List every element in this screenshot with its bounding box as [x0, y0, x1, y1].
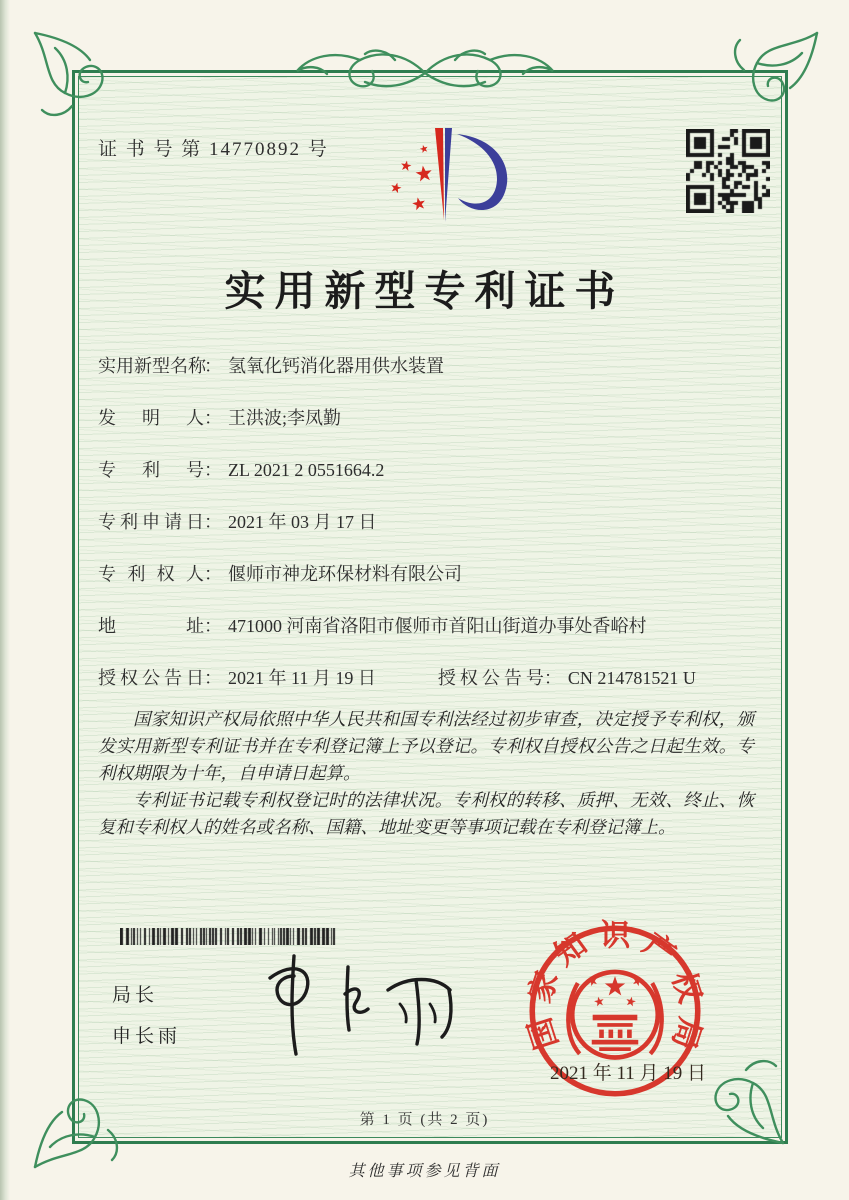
field-value: 氢氧化钙消化器用供水装置: [228, 356, 444, 376]
field-label: 专利号: [98, 460, 204, 480]
field-value: 471000 河南省洛阳市偃师市首阳山街道办事处香峪村: [228, 616, 647, 636]
field-label: 授权公告日: [98, 668, 204, 688]
signer-block: [112, 980, 181, 1062]
signer-name: 申长雨: [112, 1026, 182, 1047]
legal-text: [98, 706, 754, 841]
page-number: 第 1 页 (共 2 页): [359, 1112, 490, 1128]
field-value: 2021 年 11 月 19 日: [228, 668, 376, 688]
field-patentee: 专利权人： 偃师市神龙环保材料有限公司: [98, 560, 758, 589]
back-side-note: 其他事项参见背面: [348, 1163, 501, 1180]
certificate-title: 实用新型专利证书: [224, 268, 625, 314]
seal-date: 2021 年 11 月 19 日: [549, 1063, 707, 1084]
seal-ring-text: 国家知识产权局: [522, 918, 708, 1054]
qr-code: [686, 129, 770, 213]
field-value: CN 214781521 U: [567, 668, 696, 688]
field-grant-row: 授权公告日： 2021 年 11 月 19 日 授权公告号： CN 214781521 U: [98, 664, 758, 693]
field-filing-date: 专利申请日： 2021 年 03 月 17 日: [98, 508, 758, 537]
field-list: [98, 352, 758, 716]
signer-title: 局长: [112, 985, 159, 1006]
field-label: 实用新型名称: [98, 356, 206, 376]
field-value: 王洪波;李凤勤: [228, 408, 342, 428]
legal-paragraph-1: 国家知识产权局依照中华人民共和国专利法经过初步审查，决定授予专利权，颁发实用新型专利证书并在专利登记簿上予以登记。专利权自授权公告之日起生效。专利权期限为十年，自申请日起算。: [98, 709, 754, 783]
certificate-number: 证 书 号 第 14770892 号: [98, 139, 329, 160]
field-patent-number: 专利号： ZL 2021 2 0551664.2: [98, 456, 758, 485]
cnipa-logo-icon: [344, 116, 556, 256]
field-address: 地址： 471000 河南省洛阳市偃师市首阳山街道办事处香峪村: [98, 612, 758, 641]
field-value: ZL 2021 2 0551664.2: [228, 460, 385, 480]
field-label: 专利申请日: [98, 512, 204, 532]
field-label: 地址: [98, 616, 204, 636]
field-inventor: 发明人： 王洪波;李凤勤: [98, 404, 758, 433]
field-label: 发明人: [98, 408, 204, 428]
field-value: 2021 年 03 月 17 日: [228, 512, 377, 532]
field-label: 专利权人: [98, 564, 204, 584]
legal-paragraph-2: 专利证书记载专利权登记时的法律状况。专利权的转移、质押、无效、终止、恢复和专利权人的姓名或名称、国籍、地址变更等事项记载在专利登记簿上。: [98, 790, 754, 837]
field-utility-model-name: 实用新型名称： 氢氧化钙消化器用供水装置: [98, 352, 758, 381]
field-label: 授权公告号: [437, 668, 544, 688]
national-emblem-icon: [568, 972, 661, 1058]
scan-edge-artifact: [0, 0, 10, 1200]
signature-handwriting-icon: [250, 942, 470, 1067]
field-value: 偃师市神龙环保材料有限公司: [228, 564, 462, 584]
